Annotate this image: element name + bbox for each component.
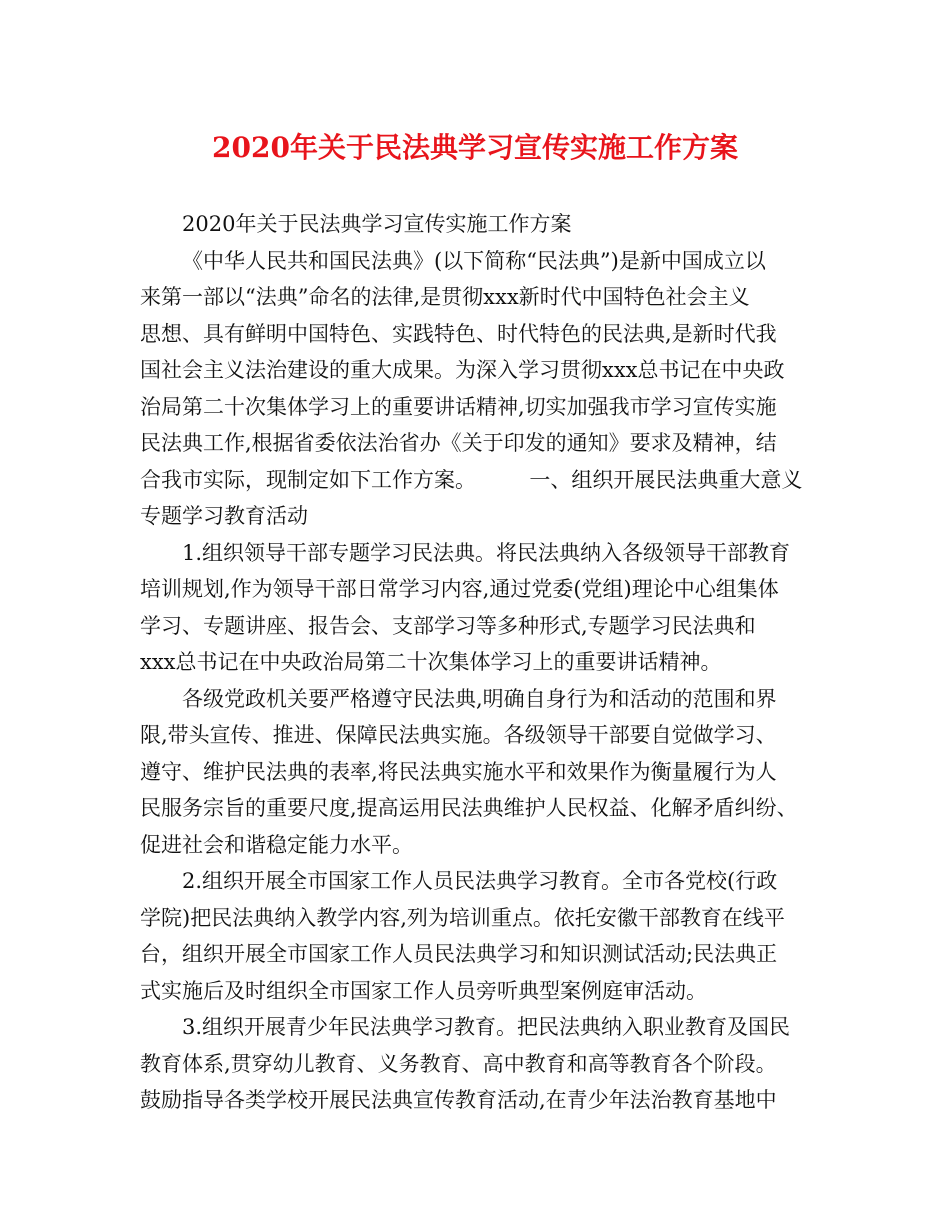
body-line: 台，组织开展全市国家工作人员民法典学习和知识测试活动;民法典正 bbox=[140, 942, 778, 966]
body-line: 教育体系,贯穿幼儿教育、义务教育、高中教育和高等教育各个阶段。 bbox=[140, 1051, 777, 1076]
body-line: 学习、专题讲座、报告会、支部学习等多种形式,专题学习民法典和 bbox=[140, 613, 756, 638]
body-line: 专题学习教育活动 bbox=[140, 504, 308, 528]
body-line: 鼓励指导各类学校开展民法典宣传教育活动,在青少年法治教育基地中 bbox=[140, 1088, 777, 1112]
body-line: 思想、具有鲜明中国特色、实践特色、时代特色的民法典,是新时代我 bbox=[140, 321, 777, 346]
body-line: 民服务宗旨的重要尺度,提高运用民法典维护人民权益、化解矛盾纠纷、 bbox=[140, 796, 798, 820]
body-line: 遵守、维护民法典的表率,将民法典实施水平和效果作为衡量履行为人 bbox=[140, 759, 777, 784]
body-line: 1.组织领导干部专题学习民法典。将民法典纳入各级领导干部教育 bbox=[182, 540, 791, 565]
body-line: 国社会主义法治建设的重大成果。为深入学习贯彻xxx总书记在中央政 bbox=[140, 358, 785, 382]
body-line: 合我市实际，现制定如下工作方案。 一、组织开展民法典重大意义 bbox=[140, 467, 803, 492]
body-line: xxx总书记在中央政治局第二十次集体学习上的重要讲话精神。 bbox=[140, 650, 722, 674]
body-line: 3.组织开展青少年民法典学习教育。把民法典纳入职业教育及国民 bbox=[182, 1015, 791, 1039]
body-line: 限,带头宣传、推进、保障民法典实施。各级领导干部要自觉做学习、 bbox=[140, 723, 777, 747]
body-line: 来第一部以“法典”命名的法律,是贯彻xxx新时代中国特色社会主义 bbox=[140, 285, 750, 309]
body-line: 促进社会和谐稳定能力水平。 bbox=[140, 832, 413, 857]
body-line: 培训规划,作为领导干部日常学习内容,通过党委(党组)理论中心组集体 bbox=[140, 577, 779, 601]
body-line: 《中华人民共和国民法典》(以下简称“民法典”)是新中国成立以 bbox=[182, 248, 766, 273]
body-line: 学院)把民法典纳入教学内容,列为培训重点。依托安徽干部教育在线平 bbox=[140, 905, 785, 930]
body-line: 各级党政机关要严格遵守民法典,明确自身行为和活动的范围和界 bbox=[182, 686, 777, 711]
body-line: 2020年关于民法典学习宣传实施工作方案 bbox=[182, 212, 572, 236]
body-line: 式实施后及时组织全市国家工作人员旁听典型案例庭审活动。 bbox=[140, 978, 707, 1003]
document-body bbox=[140, 206, 812, 1119]
body-line: 民法典工作,根据省委依法治省办《关于印发的通知》要求及精神，结 bbox=[140, 431, 777, 455]
document-title: 2020年关于民法典学习宣传实施工作方案 bbox=[212, 131, 738, 164]
body-line: 治局第二十次集体学习上的重要讲话精神,切实加强我市学习宣传实施 bbox=[140, 394, 777, 419]
body-line: 2.组织开展全市国家工作人员民法典学习教育。全市各党校(行政 bbox=[182, 869, 778, 893]
